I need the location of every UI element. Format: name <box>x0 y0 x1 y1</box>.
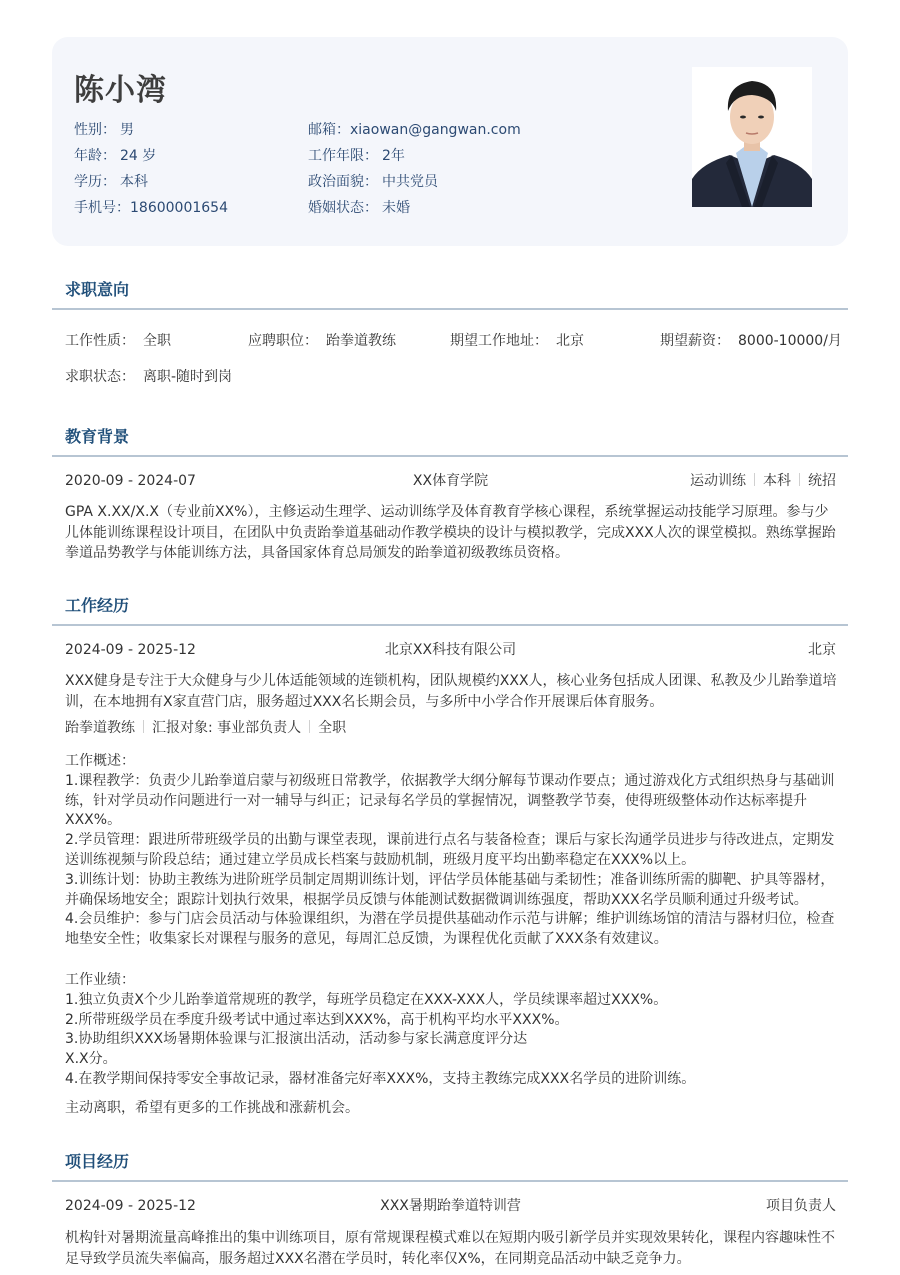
section-divider <box>52 455 848 457</box>
section-project-experience <box>52 1149 848 1275</box>
section-divider <box>52 624 848 626</box>
text-line: 3.协助组织XXX场暑期体验课与汇报演出活动，活动参与家长满意度评分达 <box>65 1031 528 1048</box>
intent-value: 全职 <box>143 333 171 349</box>
text-line: XXX%。 <box>65 812 122 829</box>
project-period: 2024-09 - 2025-12 <box>65 1198 196 1214</box>
section-title: 项目经历 <box>65 1152 130 1171</box>
work-report-to: 汇报对象: 事业部负责人 <box>152 720 302 736</box>
info-value: 未婚 <box>382 200 410 216</box>
info-label: 婚姻状态： <box>308 200 378 216</box>
tag-separator <box>309 720 310 733</box>
tag-separator <box>799 473 800 486</box>
education-degree: 本科 <box>763 473 791 489</box>
candidate-name: 陈小湾 <box>74 73 167 108</box>
project-name: XXX暑期跆拳道特训营 <box>380 1198 521 1214</box>
project-description <box>65 1228 840 1269</box>
intent-salary <box>660 330 842 350</box>
intent-status <box>65 366 232 386</box>
text-line: 2.所带班级学员在季度升级考试中通过率达到XXX%，高于机构平均水平XXX%。 <box>65 1011 569 1028</box>
text-line: 1.课程教学：负责少儿跆拳道启蒙与初级班日常教学，依据教学大纲分解每节课动作要点；通过游戏化方式组织热身与基础训 <box>65 772 835 789</box>
education-school: XX体育学院 <box>412 473 489 489</box>
info-label: 性别： <box>74 122 116 138</box>
section-title: 求职意向 <box>65 280 130 299</box>
info-marital-status <box>308 198 410 218</box>
intent-value: 离职-随时到岗 <box>143 369 233 385</box>
work-tags <box>65 718 840 739</box>
text-line: 足导致学员流失率偏高，服务超过XXX名潜在学员时，转化率仅X%，在同期竞品活动中缺乏竞争力。 <box>65 1250 691 1267</box>
info-phone <box>74 198 228 218</box>
work-location: 北京 <box>808 642 836 658</box>
text-line: 机构针对暑期流量高峰推出的集中训练项目，原有常规课程模式难以在短期内吸引新学员并实现效果转化，课程内容趣味性不 <box>65 1230 835 1246</box>
info-label: 政治面貌： <box>308 174 378 190</box>
section-title: 教育背景 <box>65 427 130 446</box>
person-portrait-icon <box>692 67 812 207</box>
work-overview <box>65 752 840 950</box>
text-line: 并确保场地安全；跟踪计划执行效果，根据学员反馈与体能测试数据微调训练强度，帮助XXX名学员顺利通过升级考试。 <box>65 891 808 908</box>
text-line: 4.在教学期间保持零安全事故记录，器材准备完好率XXX%，支持主教练完成XXX名学员的进阶训练。 <box>65 1070 696 1087</box>
work-type: 全职 <box>318 720 347 736</box>
text-line: GPA X.XX/X.X（专业前XX%），主修运动生理学、运动训练学及体育教育学核心课程，系统掌握运动技能学习原理。参与少 <box>65 504 829 520</box>
section-job-intent <box>52 277 848 392</box>
intent-work-type <box>65 330 171 350</box>
text-line: 儿体能训练课程设计项目，在团队中负责跆拳道基础动作教学模块的设计与模拟教学，完成XXX人次的课堂模拟。熟练掌握跆 <box>65 524 836 541</box>
info-education <box>74 172 148 192</box>
section-education <box>52 424 848 569</box>
intent-value: 北京 <box>556 333 584 349</box>
education-description <box>65 502 840 564</box>
info-label: 学历： <box>74 174 116 190</box>
text-line: 训，在本地拥有X家直营门店，服务超过XXX名长期会员，与多所中小学合作开展课后体育服务。 <box>65 693 664 710</box>
intent-value: 跆拳道教练 <box>326 333 396 349</box>
education-enrollment: 统招 <box>808 473 836 489</box>
info-label: 工作年限： <box>308 148 378 164</box>
section-title: 工作经历 <box>65 596 130 615</box>
text-line: 3.训练计划：协助主教练为进阶班学员制定周期训练计划，评估学员体能基础与柔韧性；准备训练所需的脚靶、护具等器材， <box>65 871 835 888</box>
text-line: 4.会员维护：参与门店会员活动与体验课组织，为潜在学员提供基础动作示范与讲解；维护训练场馆的清洁与器材归位，检查 <box>65 911 835 928</box>
text-line: 2.学员管理：跟进所带班级学员的出勤与课堂表现，课前进行点名与装备检查；课后与家长沟通学员进步与待改进点，定期发 <box>65 832 835 849</box>
intent-label: 期望薪资： <box>660 333 730 349</box>
text-line: 地垫安全性；收集家长对课程与服务的意见，每周汇总反馈，为课程优化贡献了XXX条有效建议。 <box>65 931 668 948</box>
section-divider <box>52 308 848 310</box>
info-gender <box>74 120 134 140</box>
info-email <box>308 120 521 140</box>
project-role: 项目负责人 <box>766 1198 836 1214</box>
info-label: 手机号： <box>74 200 130 216</box>
info-value: 2年 <box>382 148 405 164</box>
text-line: 送训练视频与阶段总结；通过建立学员成长档案与鼓励机制，班级月度平均出勤率稳定在XXX%以上。 <box>65 851 696 868</box>
info-label: 邮箱： <box>308 122 350 138</box>
intent-location <box>450 330 584 350</box>
section-divider <box>52 1180 848 1182</box>
text-line: 工作业绩： <box>65 972 135 988</box>
education-header-row <box>65 471 836 491</box>
work-achievements <box>65 971 840 1090</box>
work-position: 跆拳道教练 <box>65 720 135 736</box>
education-major: 运动训练 <box>690 473 746 489</box>
profile-header <box>52 37 848 246</box>
text-line: 练，针对学员动作问题进行一对一辅导与纠正；记录每名学员的掌握情况，调整教学节奏，使得班级整体动作达标率提升 <box>65 792 807 809</box>
intent-label: 工作性质： <box>65 333 135 349</box>
work-company: 北京XX科技有限公司 <box>384 642 517 658</box>
intent-position <box>248 330 396 350</box>
project-header-row <box>65 1196 836 1216</box>
text-line: 工作概述： <box>65 753 135 769</box>
intent-label: 求职状态： <box>65 369 135 385</box>
education-tags <box>690 471 836 491</box>
text-line: XXX健身是专注于大众健身与少儿体适能领域的连锁机构，团队规模约XXX人，核心业务包括成人团课、私教及少儿跆拳道培 <box>65 673 837 689</box>
section-work-experience <box>52 593 848 1123</box>
info-label: 年龄： <box>74 148 116 164</box>
work-period: 2024-09 - 2025-12 <box>65 642 196 658</box>
info-value: 24 岁 <box>120 148 157 164</box>
intent-value: 8000-10000/月 <box>738 333 842 349</box>
tag-separator <box>754 473 755 486</box>
info-value: 中共党员 <box>382 174 438 190</box>
education-period: 2020-09 - 2024-07 <box>65 473 196 489</box>
leave-reason: 主动离职，希望有更多的工作挑战和涨薪机会。 <box>65 1100 359 1116</box>
info-age <box>74 146 156 166</box>
tag-separator <box>143 720 144 733</box>
info-value: 男 <box>120 122 134 138</box>
company-intro <box>65 671 840 712</box>
info-value: 本科 <box>120 174 148 190</box>
text-line: 拳道品势教学与体能训练方法，具备国家体育总局颁发的跆拳道初级教练员资格。 <box>65 545 569 561</box>
info-value: 18600001654 <box>130 200 228 216</box>
work-header-row <box>65 640 836 660</box>
info-political-status <box>308 172 438 192</box>
profile-photo <box>692 67 812 207</box>
info-work-years <box>308 146 405 166</box>
text-line: 1.独立负责X个少儿跆拳道常规班的教学，每班学员稳定在XXX-XXX人，学员续课率超过XXX%。 <box>65 991 668 1008</box>
text-line: X.X分。 <box>65 1051 117 1068</box>
info-value[interactable]: xiaowan@gangwan.com <box>350 122 521 138</box>
intent-label: 期望工作地址： <box>450 333 548 349</box>
intent-label: 应聘职位： <box>248 333 318 349</box>
